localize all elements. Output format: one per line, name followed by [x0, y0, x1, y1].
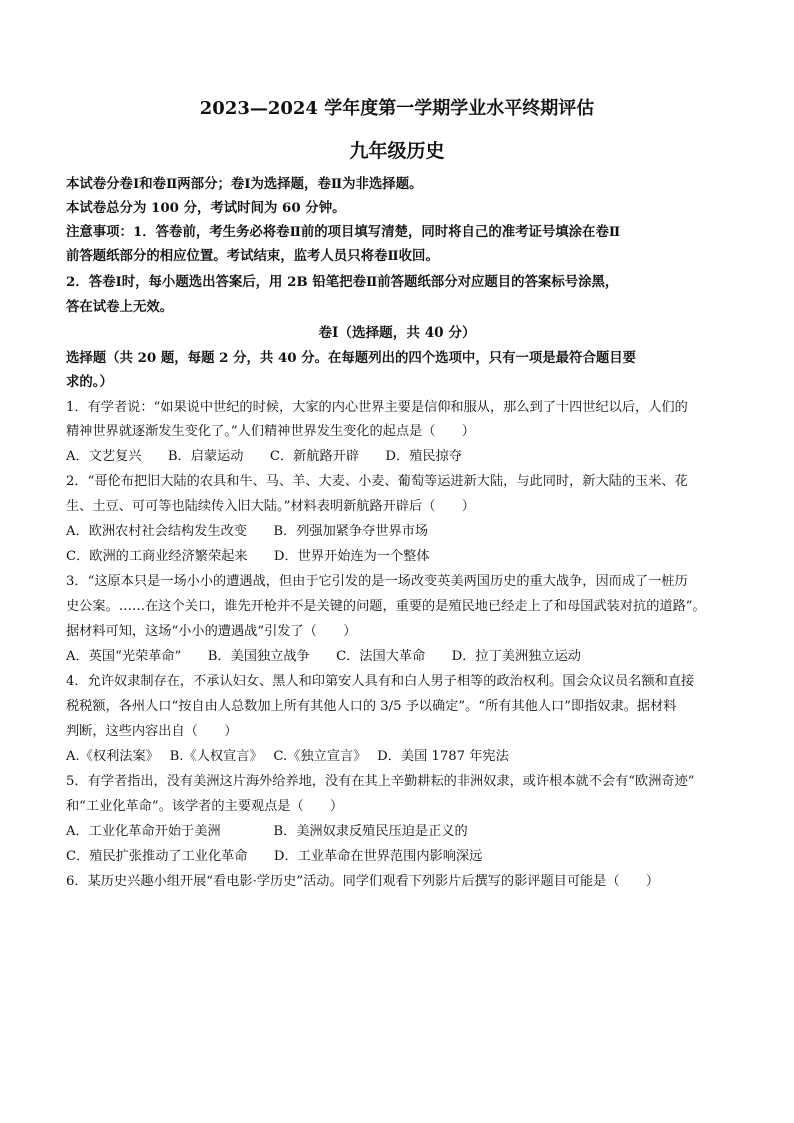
section-description: 选择题（共 20 题，每题 2 分，共 40 分。在每题列出的四个选项中，只有一项是最符合题目要 [66, 350, 637, 366]
question-1-options: A．文艺复兴 B．启蒙运动 C．新航路开辟 D．殖民掠夺 [66, 449, 462, 464]
instruction-line: 本试卷总分为 100 分，考试时间为 60 分钟。 [66, 200, 346, 216]
question-5-options: C．殖民扩张推动了工业化革命 D．工业革命在世界范围内影响深远 [66, 849, 483, 864]
question-3-stem: 据材料可知，这场“小小的遭遇战”引发了（ ） [66, 624, 357, 639]
section-description: 求的。） [66, 374, 113, 390]
section-heading: 卷Ⅰ（选择题，共 40 分） [318, 325, 476, 341]
question-2-options: A．欧洲农村社会结构发生改变 B．列强加紧争夺世界市场 [66, 524, 429, 539]
question-4-options: A.《权利法案》 B.《人权宣言》 C.《独立宣言》 D．美国 1787 年宪法 [66, 749, 509, 764]
question-3-options: A．英国“光荣革命” B．美国独立战争 C．法国大革命 D．拉丁美洲独立运动 [66, 649, 581, 664]
question-5-stem: 5．有学者指出，没有美洲这片海外给养地，没有在其上辛勤耕耘的非洲奴隶，或许根本就不会有“欧洲奇迹” [66, 774, 695, 789]
question-6-stem: 6．某历史兴趣小组开展“看电影·学历史”活动。同学们观看下列影片后撰写的影评题目可能是（ ） [66, 874, 660, 889]
exam-subtitle: 九年级历史 [349, 140, 445, 162]
question-5-stem: 和“工业化革命”。该学者的主要观点是（ ） [66, 799, 344, 814]
instruction-line: 前答题纸部分的相应位置。考试结束，监考人员只将卷Ⅱ收回。 [66, 248, 439, 264]
question-5-options: A．工业化革命开始于美洲 B．美洲奴隶反殖民压迫是正义的 [66, 824, 468, 839]
question-2-stem: 2．“哥伦布把旧大陆的农具和牛、马、羊、大麦、小麦、葡萄等运进新大陆，与此同时，新大陆的玉米、花 [66, 474, 688, 489]
question-4-stem: 判断，这些内容出自（ ） [66, 724, 238, 739]
instruction-line: 注意事项：1．答卷前，考生务必将卷Ⅱ前的项目填写清楚，同时将自己的准考证号填涂在卷Ⅱ [66, 224, 621, 240]
question-4-stem: 税税额，各州人口“按自由人总数加上所有其他人口的 3/5 予以确定”。“所有其他人口”即指奴隶。据材料 [66, 699, 677, 714]
question-4-stem: 4．允许奴隶制存在，不承认妇女、黑人和印第安人具有和白人男子相等的政治权利。国会众议员名额和直接 [66, 674, 695, 689]
question-2-stem: 生、土豆、可可等也陆续传入旧大陆。”材料表明新航路开辟后（ ） [66, 499, 475, 514]
exam-title: 2023—2024 学年度第一学期学业水平终期评估 [199, 98, 595, 119]
question-3-stem: 3．“这原本只是一场小小的遭遇战，但由于它引发的是一场改变英美两国历史的重大战争，因而成了一桩历 [66, 574, 688, 589]
instruction-line: 2．答卷Ⅰ时，每小题选出答案后，用 2B 铅笔把卷Ⅱ前答题纸部分对应题目的答案标号涂黑， [66, 274, 619, 290]
instruction-line: 答在试卷上无效。 [66, 299, 174, 315]
question-3-stem: 史公案。……在这个关口，谁先开枪并不是关键的问题，重要的是殖民地已经走上了和母国武装对抗的道路”。 [66, 599, 706, 614]
question-1-stem: 精神世界就逐渐发生变化了。”人们精神世界发生变化的起点是（ ） [66, 424, 475, 439]
instruction-line: 本试卷分卷Ⅰ和卷Ⅱ两部分；卷Ⅰ为选择题，卷Ⅱ为非选择题。 [66, 176, 423, 192]
question-2-options: C．欧洲的工商业经济繁荣起来 D．世界开始连为一个整体 [66, 549, 430, 564]
question-1-stem: 1．有学者说：“如果说中世纪的时候，大家的内心世界主要是信仰和服从，那么到了十四世纪以后，人们的 [66, 400, 688, 415]
